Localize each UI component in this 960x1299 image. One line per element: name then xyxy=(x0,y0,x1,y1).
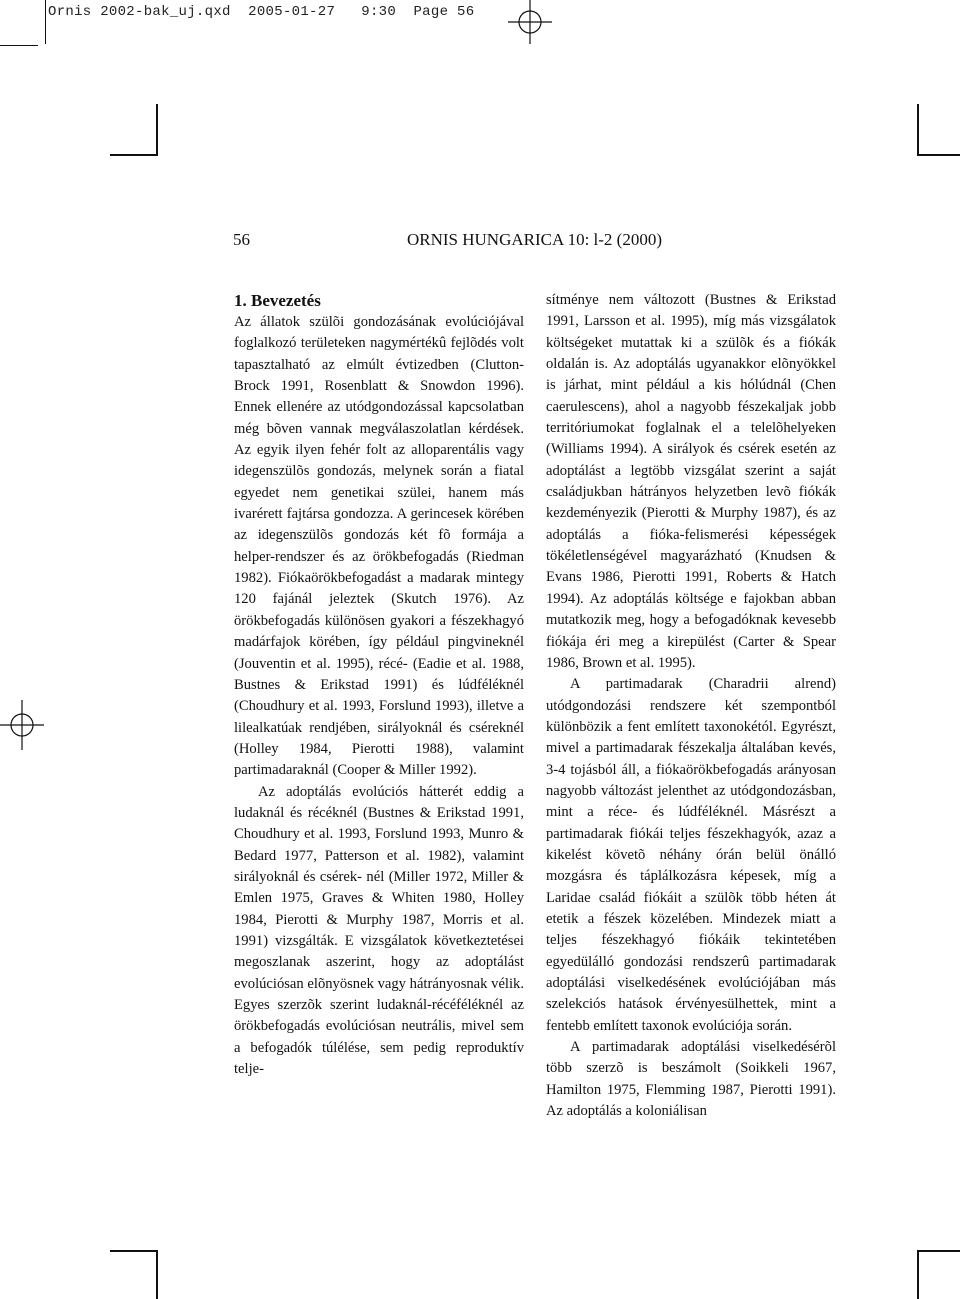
crop-mark-top-inner-right-h xyxy=(917,154,960,156)
registration-mark-top-icon xyxy=(508,0,552,44)
section-heading: 1. Bevezetés xyxy=(234,291,321,310)
crop-mark-top-left-h xyxy=(0,45,38,46)
slug-file: Ornis 2002-bak_uj.qxd xyxy=(48,4,231,20)
paragraph: sítménye nem változott (Bustnes & Erikstad 1991, Larsson et al. 1995), míg más vizsgálatok költségeket mutattak ki a szülõk és a fiókák oldalán is. Az adoptálás ugyanakkor elõnyökkel is járhat, mint például a kis hólúdnál (Chen caerulescens), ahol a nagyobb fészekaljak jobb territóriumokat foglalnak el a telelõhelyeken (Williams 1994). A sirályok és csérek esetén az adoptálást a legtöbb vizsgálat szerint a saját családjukban hátrányos helyzetben levõ fiókák kezdeményezik (Pierotti & Murphy 1987), és az adoptálás a fióka-felismerési képességek tökéletlenségével magyarázható (Knudsen & Evans 1986, Pierotti 1991, Roberts & Hatch 1994). Az adoptálás költsége e fajokban abban mutatkozik meg, hogy a befogadóknak kevesebb fiókája éri meg a kirepülést (Carter & Spear 1986, Brown et al. 1995). xyxy=(546,292,836,671)
page-number: 56 xyxy=(233,230,250,249)
crop-mark-bottom-right-h xyxy=(917,1250,960,1252)
crop-mark-bottom-left-v xyxy=(156,1250,158,1299)
slug-date: 2005-01-27 xyxy=(248,4,336,20)
paragraph: A partimadarak (Charadrii alrend) utódgondozási rendszere két szempontból különbözik a fent említett taxonokétól. Egyrészt, mivel a partimadarak fészekalja általában kevés, 3-4 tojásból áll, a fiókaörökbefogadás arányosan nagyobb változást jelenthet az utódgondozásban, mint a réce- és lúdféléknél. Másrészt a partimadarak fiókái teljes fészekhagyók, azaz a kikelést követõ néhány órán belül önálló mozgásra és táplálkozásra képesek, míg a Laridae család fiókáit a szülõk több héten át etetik a fészek közelében. Mindezek miatt a teljes fészekhagyó fiókáik tekintetében egyedülálló gondozási rendszerû partimadarak adoptálási viselkedésének evolúciójában más szelekciós hatások érvényesülhettek, mint a fentebb említett taxonok evolúciója során. xyxy=(546,676,836,1034)
crop-mark-bottom-right-v xyxy=(917,1250,919,1299)
paragraph: A partimadarak adoptálási viselkedésérõl több szerzõ is beszámolt (Soikkeli 1967, Hamilton 1975, Flemming 1987, Pierotti 1991). Az adoptálás a koloniálisan xyxy=(546,1039,836,1120)
crop-mark-bottom-left-h xyxy=(110,1250,158,1252)
crop-mark-top-inner-left-v xyxy=(156,104,158,156)
print-slug xyxy=(48,4,474,20)
crop-mark-top-inner-right-v xyxy=(917,104,919,156)
registration-mark-left-icon xyxy=(0,700,44,750)
paragraph: Az állatok szülõi gondozásának evolúciójával foglalkozó területeken nagymértékû fejlõdés volt tapasztalható az elmúlt évtizedben (Clutton-Brock 1991, Rosenblatt & Snowdon 1996). Ennek ellenére az utódgondozással kapcsolatban még bõven vannak megválaszolatlan kérdések. Az egyik ilyen fehér folt az alloparentális vagy idegenszülõs gondozás, melynek során a fiatal egyedet nem genetikai szülei, hanem más ivarérett fajtársa gondozza. A gerincesek körében az idegenszülõs gondozás két fõ formája a helper-rendszer és az örökbefogadás (Riedman 1982). Fiókaörökbefogadást a madarak mintegy 120 fajánál jeleztek (Skutch 1976). Az örökbefogadás különösen gyakori a fészekhagyó madárfajok körében, így például pingvineknél (Jouventin et al. 1995), récé- (Eadie et al. 1988, Bustnes & Erikstad 1991) és lúdféléknél (Choudhury et al. 1993, Forslund 1993), illetve a lilealkatúak rendjében, sirályoknál és cséreknél (Holley 1984, Pierotti 1988), valamint partimadaraknál (Cooper & Miller 1992). xyxy=(234,314,524,779)
slug-page: Page 56 xyxy=(413,4,475,20)
crop-mark-top-inner-left-h xyxy=(110,154,158,156)
left-column xyxy=(234,290,524,1080)
slug-time: 9:30 xyxy=(361,4,397,20)
crop-mark-top-left-v xyxy=(45,0,46,44)
running-header-journal: ORNIS HUNGARICA 10: l-2 (2000) xyxy=(407,230,662,249)
right-column xyxy=(546,290,836,1122)
paragraph: Az adoptálás evolúciós hátterét eddig a ludaknál és récéknél (Bustnes & Erikstad 1991, Choudhury et al. 1993, Forslund 1993, Munro & Bedard 1977, Patterson et al. 1982), valamint sirályoknál és csérek- nél (Miller 1972, Miller & Emlen 1975, Graves & Whiten 1980, Holley 1984, Pierotti & Murphy 1987, Morris et al. 1991) vizsgálták. E vizsgálatok következtetései megoszlanak aszerint, hogy az adoptálást evolúciósan elõnyösnek vagy hátrányosnak vélik. Egyes szerzõk szerint ludaknál-récéféléknél az örökbefogadás evolúciósan neutrális, mivel sem a befogadók túlélése, sem pedig reproduktív telje- xyxy=(234,783,524,1078)
